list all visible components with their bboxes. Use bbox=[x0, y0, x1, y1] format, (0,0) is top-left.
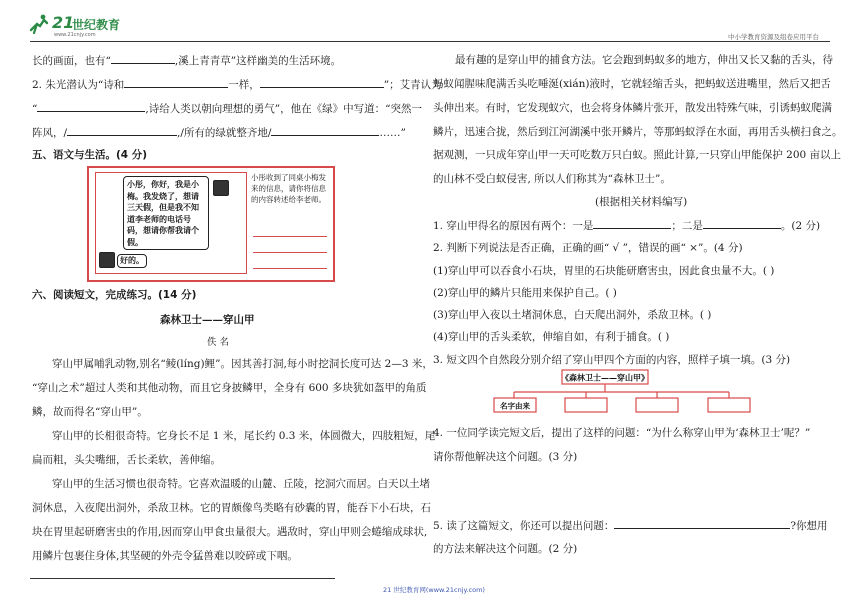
q5-line1: 5. 读了这篇短文，你还可以提出问题： ?你想用 bbox=[433, 520, 828, 532]
footer-rule bbox=[30, 578, 335, 579]
note-text: 小彤收到了同桌小梅发来的信息，请你将信息的内容转述给李老师。 bbox=[251, 173, 326, 204]
q2-line2: “ ,诗给人类以朝向理想的勇气”，他在《绿》中写道：“突然一 bbox=[32, 103, 422, 115]
reply-bubble bbox=[117, 254, 147, 268]
reply-text: 好的。 bbox=[120, 256, 144, 265]
q4-line2: 请你帮他解决这个问题。(3 分) bbox=[433, 451, 578, 463]
q3-heading: 3. 短文四个自然段分别介绍了穿山甲四个方面的内容，照样子填一填。(3 分) bbox=[433, 354, 791, 366]
blank-field[interactable] bbox=[124, 77, 228, 88]
passage-p4-l1: 最有趣的是穿山甲的捕食方法。它会跑到蚂蚁多的地方，伸出又长又黏的舌头，待 bbox=[455, 54, 833, 66]
header-logo bbox=[28, 12, 138, 38]
passage-author: 佚 名 bbox=[207, 337, 230, 348]
blank-field[interactable] bbox=[67, 125, 177, 136]
sender-avatar-icon bbox=[213, 180, 229, 196]
logo-number: 21 bbox=[52, 13, 75, 32]
diagram-box-3 bbox=[636, 398, 678, 412]
q2-line1: 2. 朱光潜认为“诗和 一样， ”；艾青认为 bbox=[32, 79, 442, 91]
section6-heading: 六、阅读短文，完成练习。(14 分) bbox=[32, 289, 197, 301]
passage-p3-l1: 穿山甲的生活习惯也很奇特。它喜欢温暖的山麓、丘陵，挖洞穴而居。白天以土堵 bbox=[52, 478, 430, 490]
logo-url: www.21cnjy.com bbox=[54, 32, 96, 38]
diagram-box-4 bbox=[708, 398, 750, 412]
passage-p1-l2: “穿山之术”超过人类和其他动物，而且它身披鳞甲，全身有 600 多块犹如盔甲的角质 bbox=[32, 382, 427, 394]
diagram-root-text: 《森林卫士——穿山甲》 bbox=[561, 373, 649, 383]
passage-p4-l2: 蚂蚁闻腥味爬满舌头吃唾涎(xián)液时，它就轻缩舌头，把蚂蚁送进嘴里，然后又把舌 bbox=[433, 78, 831, 90]
q2-item1: (1)穿山甲可以吞食小石块，胃里的石块能研磨害虫，因此食虫量不大。( ) bbox=[433, 265, 775, 277]
phone-card bbox=[87, 166, 335, 282]
footer-site-text[interactable]: 21 世纪教育网(www.21cnjy.com) bbox=[383, 586, 485, 594]
q2-item2: (2)穿山甲的鳞片只能用来保护自己。( ) bbox=[433, 287, 617, 299]
diagram-box-2 bbox=[565, 398, 607, 412]
passage-source: (根据相关材料编写) bbox=[595, 196, 688, 208]
passage-p3-l4: 用鳞片包裹住身体,其坚硬的外壳令猛兽难以咬碎或下咽。 bbox=[32, 550, 298, 562]
structure-diagram bbox=[492, 368, 758, 416]
passage-p4-l6: 的山林不受白蚁侵害, 所以人们称其为“森林卫士”。 bbox=[433, 173, 671, 185]
blank-field[interactable] bbox=[37, 101, 145, 112]
q2-item4: (4)穿山甲的舌头柔软，伸缩自如，有利于捕食。( ) bbox=[433, 331, 670, 343]
passage-p2-l2: 扁而粗，头尖嘴细，舌长柔软，善伸缩。 bbox=[32, 454, 221, 466]
passage-p3-l3: 块在胃里起研磨害虫的作用,因而穿山甲食虫量很大。遇敌时，穿山甲则会蜷缩成球状, bbox=[32, 526, 428, 538]
blank-field[interactable] bbox=[703, 218, 781, 229]
q2-heading: 2. 判断下列说法是否正确，正确的画“ √ ”，错误的画“ ×”。(4 分) bbox=[433, 242, 743, 254]
passage-p4-l5: 据观测，一只成年穿山甲一天可吃数万只白蚁。照此计算,一只穿山甲能保护 200 亩以上 bbox=[433, 149, 842, 161]
passage-title: 森林卫士——穿山甲 bbox=[160, 314, 255, 326]
q5-line2: 的方法来解决这个问题。(2 分) bbox=[433, 543, 578, 555]
q4-line1: 4. 一位同学读完短文后，提出了这样的问题：“为什么称穿山甲为‘森林卫士’呢？” bbox=[433, 427, 811, 439]
message-bubble bbox=[123, 176, 209, 250]
passage-p3-l2: 洞休息，入夜爬出洞外，杀敌卫林。它的胃颇像鸟类略有砂囊的胃，能吞下小石块，石 bbox=[32, 502, 431, 514]
message-text: 小彤，你好，我是小梅。我发烧了，想请三天假，但是我不知道李老师的电话号码，想请你帮我请个假。 bbox=[127, 180, 199, 247]
blank-field[interactable] bbox=[614, 518, 790, 529]
q2-item3: (3)穿山甲入夜以土堵洞休息，白天爬出洞外，杀敌卫林。( ) bbox=[433, 309, 712, 321]
logo-text: 世纪教育 bbox=[72, 18, 121, 32]
section5-heading: 五、语文与生活。(4 分) bbox=[32, 149, 148, 161]
header-platform-text: 中小学教育资源及组卷应用平台 bbox=[728, 33, 819, 41]
runner-logo-icon bbox=[28, 14, 50, 34]
answer-line[interactable] bbox=[253, 236, 327, 237]
blank-field[interactable] bbox=[260, 77, 384, 88]
passage-p2-l1: 穿山甲的长相很奇特。它身长不足 1 米，尾长约 0.3 米，体圆微大，四肢粗短，尾 bbox=[52, 430, 436, 442]
note-panel bbox=[251, 172, 329, 272]
blank-field[interactable] bbox=[111, 53, 175, 64]
diagram-box1-text: 名字由来 bbox=[500, 401, 530, 411]
q1-line: 1. 穿山甲得名的原因有两个：一是 ；二是 。(2 分) bbox=[433, 220, 821, 232]
answer-line[interactable] bbox=[253, 268, 327, 269]
passage-p1-l1: 穿山甲属哺乳动物,别名“鲮(líng)鲤”。因其善打洞,每小时挖洞长度可达 2—3 米， bbox=[52, 358, 433, 370]
receiver-avatar-icon bbox=[99, 252, 115, 268]
header-rule bbox=[30, 41, 830, 42]
passage-p4-l4: 鳞片，迅速合拢，然后到江河湖溪中张开鳞片，等那蚂蚁浮在水面，再用舌头横扫食之。 bbox=[433, 126, 843, 138]
blank-field[interactable] bbox=[271, 125, 379, 136]
passage-p4-l3: 头伸出来。有时，它发现蚁穴，也会将身体鳞片张开，散发出特殊气味，引诱蚂蚁爬满 bbox=[433, 102, 832, 114]
blank-field[interactable] bbox=[593, 218, 671, 229]
p1-line: 长的画面，也有“ ,溪上青青草”这样幽美的生活环境。 bbox=[32, 55, 342, 67]
q2-line3: 阵风，/ ,/所有的绿就整齐地/ ……” bbox=[32, 127, 406, 139]
passage-p1-l3: 鳞，故而得名“穿山甲”。 bbox=[32, 406, 148, 418]
answer-line[interactable] bbox=[253, 252, 327, 253]
